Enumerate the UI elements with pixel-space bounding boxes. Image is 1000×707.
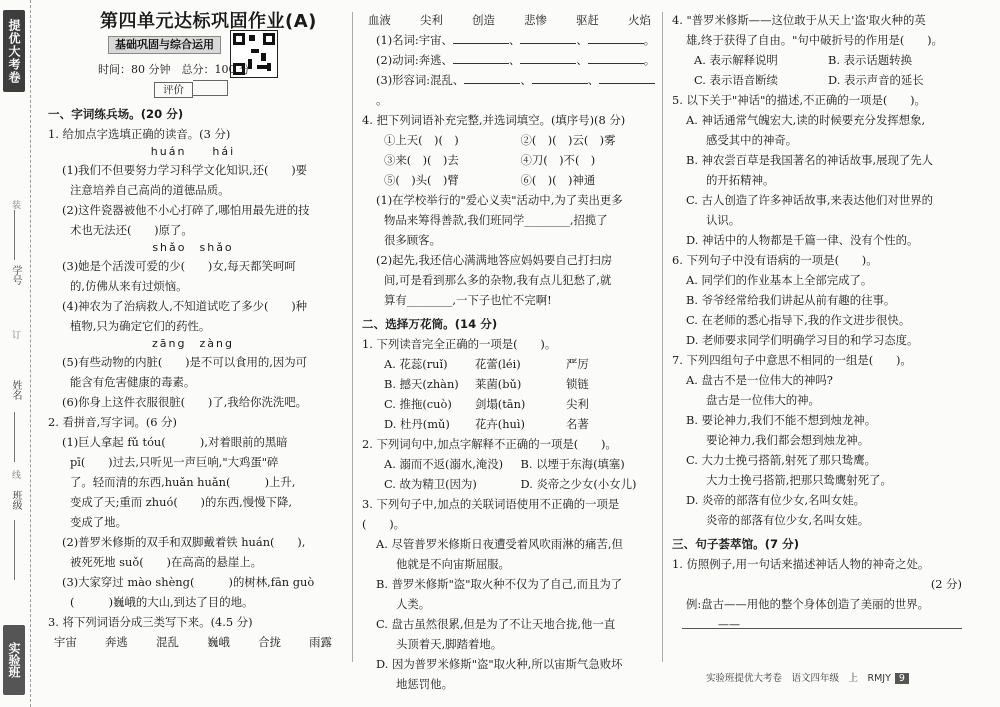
word: 尖利 [420,13,443,27]
word: 雨露 [309,635,332,649]
question-line: (1)我们不但要努力学习科学文化知识,还( )要 [62,163,308,177]
option-row: A. 表示解释说明 B. 表示话题转换 [694,53,912,67]
page-footer [706,670,956,684]
question-line: (5)有些动物的内脏( )是不可以食用的,因为可 [62,355,308,369]
idiom-row: ⑤( )头( )臂 ⑥( )( )神通 [384,173,596,187]
question-line: 物品来筹得善款,我们班同学________,招揽了 [384,213,608,227]
seal-char-xian: 线 [10,470,20,479]
word: 合拢 [258,635,281,649]
option-a: A. 花蕊(ruǐ) 花蕾(léi) 严厉 [384,357,589,371]
option-c: C. 大力士挽弓搭箭,射死了那只鸷鹰。 [686,453,877,467]
word: 宇宙 [54,635,77,649]
option-d: D. 杜丹(mǔ) 花卉(huì) 名著 [384,417,589,431]
question-line: 植物,只为确定它们的药性。 [70,319,211,333]
question-line: (2)普罗米修斯的双手和双脚戴着铁 huán( ), [62,535,306,549]
option-b: B. 爷爷经常给我们讲起从前有趣的往事。 [686,293,896,307]
category-line-verb: (2)动词:奔逃、 、 、 。 [376,53,656,67]
option-a: A. 同学们的作业基本上全部完成了。 [686,273,873,287]
word: 混乱 [156,635,179,649]
page-number: 9 [895,673,909,684]
page-title: 第四单元达标巩固作业(A) [100,11,317,32]
option-row: C. 表示语音断续 D. 表示声音的延长 [694,73,924,87]
option-b: B. 要论神力,我们不能不想到烛龙神。 [686,413,877,427]
answer-blank[interactable] [520,31,576,44]
option-b-cont: 的开拓精神。 [706,173,775,187]
word: 悲惨 [524,13,547,27]
question-line: (4)神农为了治病救人,不知道试吃了多少( )种 [62,299,308,313]
question-line: 的,仿佛从来有过烦恼。 [70,279,188,293]
option-d-cont: 炎帝的部落有位少女,名叫女娃。 [706,513,870,527]
time-score: 时间：80 分钟 总分：100 分 [98,63,250,76]
choice-5: 5. 以下关于"神话"的描述,不正确的一项是( )。 [672,93,926,107]
option-c-cont: 大力士挽弓搭箭,把那只鸷鹰射死了。 [706,473,892,487]
option-a: A. 尽管普罗米修斯日夜遭受着风吹雨淋的痛苦,但 [376,537,623,551]
question-line: 了。轻而清的东西,huǎn huǎn( )上升, [70,475,296,489]
question-line: (6)你身上这件衣服很脏( )了,我给你洗洗吧。 [62,395,308,409]
pinyin-hint: shǎo shǎo [152,241,234,254]
option-d: D. 老师要求同学们明确学习目的和学习态度。 [686,333,919,347]
question-line: 很多顾客。 [384,233,441,247]
choice-3: 3. 下列句子中,加点的关联词语使用不正确的一项是( )。 [362,497,620,531]
name-line [14,412,15,462]
answer-blank[interactable] [588,31,644,44]
label-class: 班级 [10,490,21,510]
option-c-cont: 头顶着天,脚踏着地。 [396,637,503,651]
column-right [672,10,962,629]
option-d: D. 神话中的人物都是千篇一律、没有个性的。 [686,233,919,247]
option-c: C. 推拖(cuò) 剑塌(tān) 尖利 [384,397,589,411]
points-label: (2 分) [930,577,962,591]
eval-label: 评价 [154,82,193,98]
column-divider [352,12,353,662]
question-line: (1)在学校举行的"爱心义卖"活动中,为了卖出更多 [376,193,623,207]
page-subtitle: 基础巩固与综合运用 [108,36,221,54]
choice-2: 2. 下列词句中,加点字解释不正确的一项是( )。 [362,437,617,451]
idiom-row: ③来( )( )去 ④刀( )不( ) [384,153,596,167]
option-b-cont: 人类。 [396,597,431,611]
choice-6: 6. 下列句子中没有语病的一项是( )。 [672,253,878,267]
column-middle [362,10,657,694]
question-2: 2. 看拼音,写字词。(6 分) [48,415,177,429]
question-4: 4. 把下列词语补充完整,并选词填空。(填序号)(8 分) [362,113,626,127]
choice-1: 1. 下列读音完全正确的一项是( )。 [362,337,557,351]
column-left [48,10,338,652]
option-b: B. 神农尝百草是我国著名的神话故事,展现了先人 [686,153,934,167]
category-line-adj: (3)形容词:混乱、 、 、。 [362,70,657,110]
option-d: D. 炎帝的部落有位少女,名叫女娃。 [686,493,866,507]
question-line: ( )巍峨的大山,到达了目的地。 [70,595,254,609]
question-line: (3)她是个活泼可爱的少( )女,每天都笑呵呵 [62,259,296,273]
option-row: A. 溺而不返(溺水,淹没) B. 以堙于东海(填塞) [384,457,625,471]
option-b-cont: 要论神力,我们都会想到烛龙神。 [706,433,870,447]
pinyin-hint: huán hái [150,145,236,158]
section-3-heading: 三、句子荟萃馆。(7 分) [672,537,800,551]
option-b: B. 撼天(zhàn) 莱菌(bǔ) 锁链 [384,377,589,391]
word: 创造 [472,13,495,27]
word: 血液 [368,13,391,27]
class-line [14,520,15,580]
question-line: 能含有危害健康的毒素。 [70,375,196,389]
option-a-cont: 感受其中的神奇。 [706,133,798,147]
word: 巍峨 [207,635,230,649]
answer-blank[interactable] [453,31,509,44]
option-c: C. 盘古虽然很累,但是为了不让天地合拢,他一直 [376,617,616,631]
column-divider [662,12,663,662]
category-line-noun: (1)名词:宇宙、 、 、 。 [376,33,656,47]
example-sentence: 例:盘古——用他的整个身体创造了美丽的世界。 [686,597,930,611]
question-line: 雄,终于获得了自由。"句中破折号的作用是( )。 [686,33,943,47]
question-line: 注意培养自己高尚的道德品质。 [70,183,230,197]
option-c: C. 古人创造了许多神话故事,来表达他们对世界的 [686,193,933,207]
option-b: B. 普罗米修斯"盗"取火种不仅为了自己,而且为了 [376,577,623,591]
pinyin-hint: zāng zàng [152,337,234,350]
option-d: D. 因为普罗米修斯"盗"取火种,所以宙斯气急败坏 [376,657,623,671]
word-list [48,632,338,652]
option-d-cont: 地惩罚他。 [396,677,453,691]
option-a: A. 神话通常气魄宏大,读的时候要充分发挥想象, [686,113,926,127]
question-line: 术也无法还( )原了。 [70,223,193,237]
brand-logo-top: 提优大考卷 [3,10,25,92]
section-2-heading: 二、选择万花筒。(14 分) [362,317,498,331]
question-line: 算有________,一下子也忙不完啊! [384,293,552,307]
label-name: 姓名 [10,380,21,400]
answer-blank[interactable] [532,71,588,84]
answer-line[interactable] [682,614,962,629]
question-line: 变成了地。 [70,515,127,529]
answer-dash: —— [718,618,740,631]
answer-blank[interactable] [599,71,655,84]
answer-blank[interactable] [520,51,576,64]
question-line: pī( )过去,只听见一声巨响,"大鸡蛋"碎 [70,455,279,469]
choice-7: 7. 下列四组句子中意思不相同的一组是( )。 [672,353,912,367]
seal-char-zhuang: 装 [10,200,20,209]
question-line: (2)这件瓷器被他不小心打碎了,哪怕用最先进的技 [62,203,310,217]
sentence-question-1: 1. 仿照例子,用一句话来描述神话人物的神奇之处。 [672,557,930,571]
choice-4: 4. "普罗米修斯——这位敢于从天上'盗'取火种的英 [672,13,926,27]
brand-logo-bottom: 实验班 [3,625,25,695]
option-a-cont: 盘古是一位伟大的神。 [706,393,820,407]
section-1-heading: 一、字词练兵场。(20 分) [48,107,184,121]
word: 火焰 [628,13,651,27]
option-row: C. 故为精卫(因为) D. 炎帝之少女(小女儿) [384,477,637,491]
student-number-line [14,210,15,260]
eval-box [154,80,338,100]
question-line: 变成了天;重而 zhuó( )的东西,慢慢下降, [70,495,292,509]
option-c: C. 在老师的悉心指导下,我的作文进步很快。 [686,313,911,327]
question-line: (2)起先,我还信心满满地答应妈妈要自己打扫房 [376,253,613,267]
idiom-row: ①上天( )( ) ②( )( )云( )雾 [384,133,616,147]
answer-blank[interactable] [464,71,520,84]
eval-field[interactable] [193,80,228,96]
answer-blank[interactable] [588,51,644,64]
option-a: A. 盘古不是一位伟大的神吗? [686,373,833,387]
word: 奔逃 [105,635,128,649]
label-student-number: 学号 [10,265,21,285]
question-line: 间,可是看到那么多的杂物,我有点儿犯愁了,就 [384,273,612,287]
option-c-cont: 认识。 [706,213,741,227]
word-list [362,10,657,30]
question-3: 3. 将下列词语分成三类写下来。(4.5 分) [48,615,253,629]
option-a-cont: 他就是不向宙斯屈服。 [396,557,510,571]
question-line: 被死死地 suǒ( )在高高的悬崖上。 [70,555,263,569]
word: 驱赶 [576,13,599,27]
question-line: (3)大家穿过 mào shèng( )的树林,fān guò [62,575,315,589]
footer-text: 实验班提优大考卷 语文四年级 上 RMJY [706,673,891,684]
answer-blank[interactable] [453,51,509,64]
binding-strip [0,0,31,707]
seal-char-ding: 订 [10,330,20,339]
question-1: 1. 给加点字选填正确的读音。(3 分) [48,127,231,141]
question-line: (1)巨人拿起 fǔ tóu( ),对着眼前的黑暗 [62,435,288,449]
